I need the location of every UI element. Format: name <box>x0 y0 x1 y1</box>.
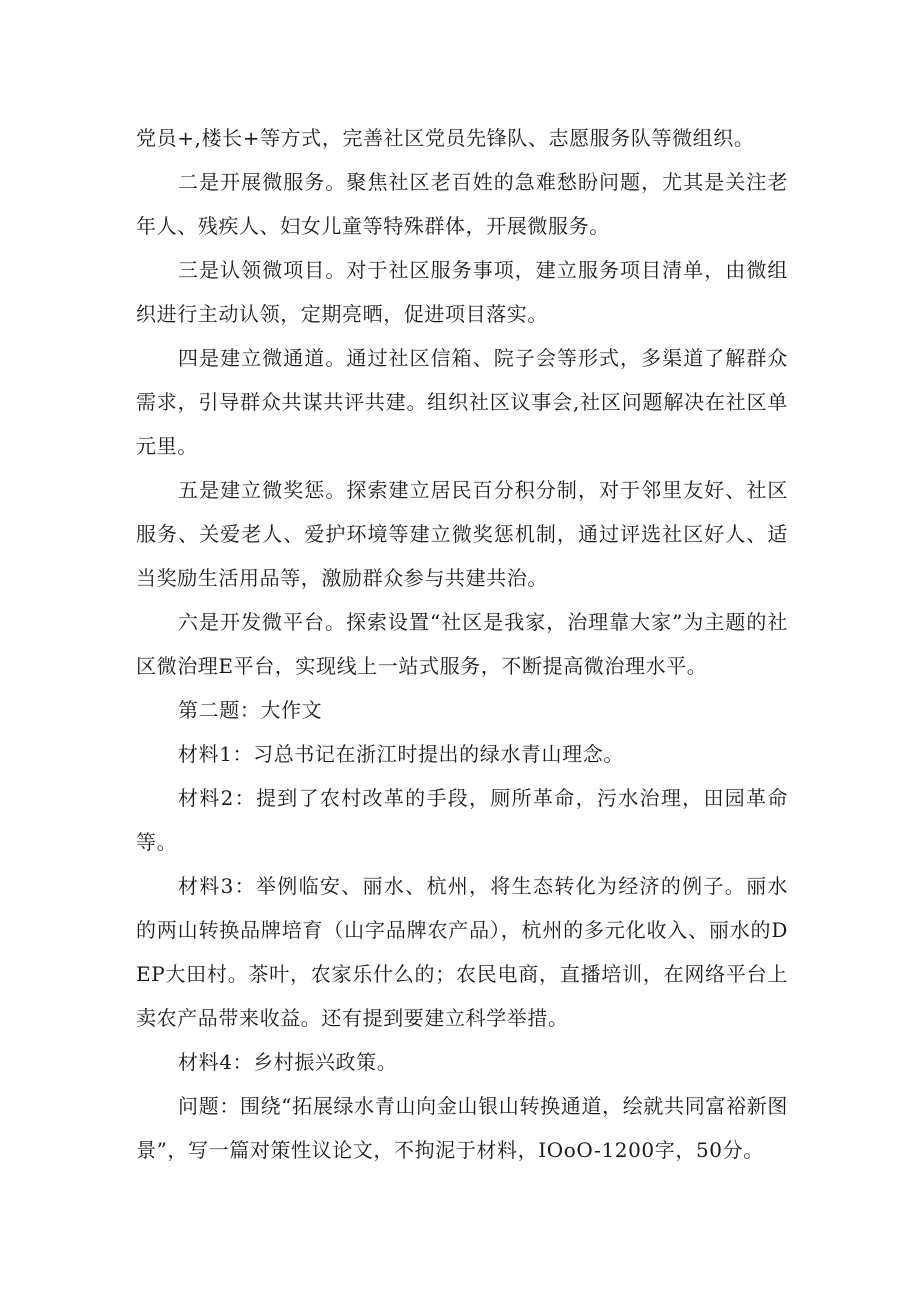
document-body <box>136 116 788 1172</box>
paragraph-micro-service: 二是开展微服务。聚焦社区老百姓的急难愁盼问题，尤其是关注老年人、残疾人、妇女儿童等特殊群体，开展微服务。 <box>136 170 788 238</box>
paragraph-question-two-heading: 第二题：大作文 <box>178 698 323 722</box>
paragraph-micro-channel: 四是建立微通道。通过社区信箱、院子会等形式，多渠道了解群众需求，引导群众共谋共评共建。组织社区议事会,社区问题解决在社区单元里。 <box>136 346 788 458</box>
paragraph-micro-project: 三是认领微项目。对于社区服务事项，建立服务项目清单，由微组织进行主动认领，定期亮晒，促进项目落实。 <box>136 258 788 326</box>
paragraph-essay-question: 问题：围绕“拓展绿水青山向金山银山转换通道，绘就共同富裕新图景”，写一篇对策性议论文，不拘泥于材料，IOoO-1200字，50分。 <box>136 1094 788 1162</box>
paragraph-micro-reward: 五是建立微奖惩。探索建立居民百分积分制，对于邻里友好、社区服务、关爱老人、爱护环境等建立微奖惩机制，通过评选社区好人、适当奖励生活用品等，激励群众参与共建共治。 <box>136 478 788 590</box>
paragraph-material-4: 材料4：乡村振兴政策。 <box>178 1050 398 1074</box>
paragraph-material-2: 材料2：提到了农村改革的手段，厕所革命，污水治理，田园革命等。 <box>136 786 788 854</box>
paragraph-micro-platform: 六是开发微平台。探索设置“社区是我家，治理靠大家”为主题的社区微治理E平台，实现线上一站式服务，不断提高微治理水平。 <box>136 610 788 678</box>
paragraph-material-1: 材料1：习总书记在浙江时提出的绿水青山理念。 <box>178 742 624 766</box>
paragraph-material-3: 材料3：举例临安、丽水、杭州，将生态转化为经济的例子。丽水的两山转换品牌培育（山字品牌农产品），杭州的多元化收入、丽水的DEP大田村。茶叶，农家乐什么的；农民电商，直播培训，在网络平台上卖农产品带来收益。还有提到要建立科学举措。 <box>136 874 788 1030</box>
paragraph-party-members: 党员+,楼长+等方式，完善社区党员先锋队、志愿服务队等微组织。 <box>136 126 755 150</box>
